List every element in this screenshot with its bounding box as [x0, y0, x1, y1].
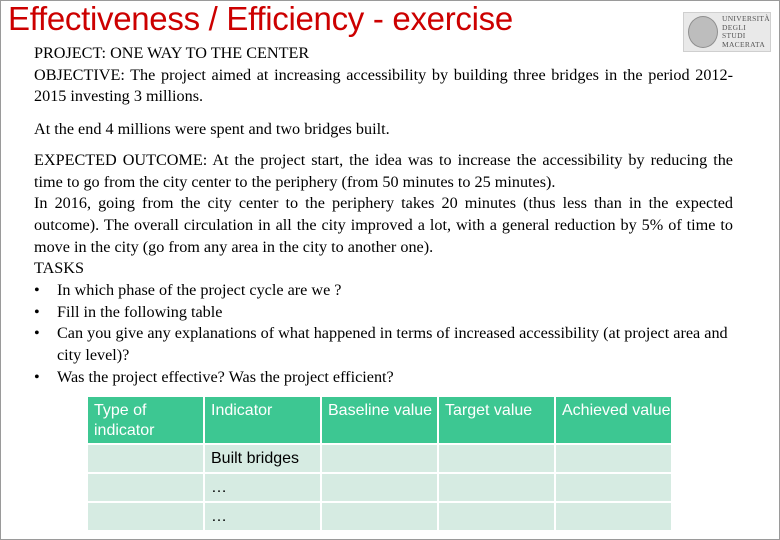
in-2016-paragraph: In 2016, going from the city center to the periphery takes 20 minutes (thus less than in the expected outcome). The overall circulation in all the city improved a lot, with a general reduction by 5% of time to move in the city (go from any area in the city to another one). [34, 194, 733, 256]
bullet-icon: • [34, 367, 40, 386]
table-cell [439, 474, 554, 501]
table-cell: Built bridges [205, 445, 320, 472]
tasks-list [34, 280, 733, 389]
task-item: • Was the project effective? Was the project efficient? [34, 367, 733, 389]
table-cell: … [205, 503, 320, 530]
table-cell [439, 445, 554, 472]
table-row [88, 503, 671, 530]
table-cell [556, 503, 671, 530]
bullet-icon: • [34, 324, 40, 343]
indicator-table [86, 395, 673, 532]
header-target-value: Target value [439, 397, 554, 443]
project-line: PROJECT: ONE WAY TO THE CENTER [34, 44, 310, 62]
logo-text: UNIVERSITÀ DEGLI STUDI MACERATA [722, 14, 770, 49]
bullet-icon: • [34, 302, 40, 321]
table-cell [88, 503, 203, 530]
table-row [88, 445, 671, 472]
header-type-of-indicator: Type of indicator [88, 397, 203, 443]
slide-title: Effectiveness / Efficiency - exercise [8, 0, 513, 37]
table-cell [556, 474, 671, 501]
table-header-row [88, 397, 671, 443]
table-cell [322, 474, 437, 501]
table-cell [439, 503, 554, 530]
header-baseline-value: Baseline value [322, 397, 437, 443]
bullet-icon: • [34, 281, 40, 300]
end-result-line: At the end 4 millions were spent and two bridges built. [34, 120, 390, 139]
table-cell [88, 474, 203, 501]
table-cell: … [205, 474, 320, 501]
slide-body [34, 43, 733, 389]
header-achieved-value: Achieved value [556, 397, 671, 443]
table-cell [556, 445, 671, 472]
task-item: • Can you give any explanations of what happened in terms of increased accessibility (at project area and city level)? [34, 324, 728, 365]
task-item: • Fill in the following table [34, 302, 733, 324]
table-cell [322, 445, 437, 472]
expected-outcome-paragraph: EXPECTED OUTCOME: At the project start, the idea was to increase the accessibility by reducing the time to go from the city center to the periphery (from 50 minutes to 25 minutes). [34, 150, 733, 191]
table-row [88, 474, 671, 501]
task-item: • In which phase of the project cycle are we ? [34, 280, 733, 302]
header-indicator: Indicator [205, 397, 320, 443]
table-cell [88, 445, 203, 472]
table-cell [322, 503, 437, 530]
tasks-heading: TASKS [34, 259, 84, 278]
objective-paragraph: OBJECTIVE: The project aimed at increasing accessibility by building three bridges in the period 2012-2015 investing 3 millions. [34, 65, 733, 106]
